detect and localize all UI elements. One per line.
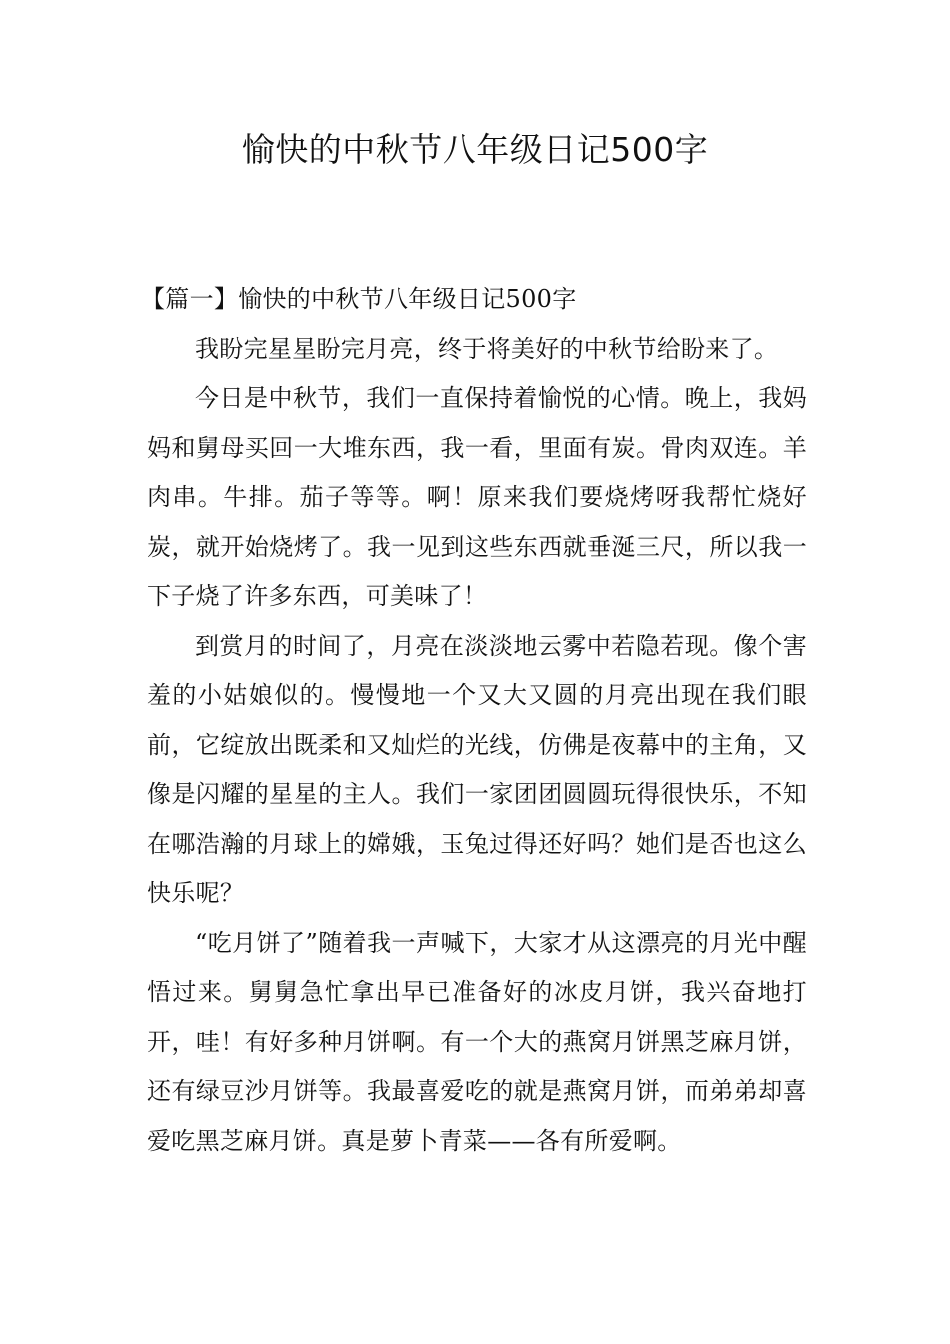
document-body: [141, 275, 807, 1166]
paragraph-1: 我盼完星星盼完月亮，终于将美好的中秋节给盼来了。: [195, 334, 779, 363]
paragraph-2: 今日是中秋节，我们一直保持着愉悦的心情。晚上，我妈妈和舅母买回一大堆东西，我一看，里面有炭。骨肉双连。羊肉串。牛排。茄子等等。啊！原来我们要烧烤呀我帮忙烧好炭，就开始烧烤了。我一见到这些东西就垂涎三尺，所以我一下子烧了许多东西，可美味了！: [147, 384, 807, 610]
section-heading: 【篇一】愉快的中秋节八年级日记500字: [141, 285, 577, 313]
paragraph-3: 到赏月的时间了，月亮在淡淡地云雾中若隐若现。像个害羞的小姑娘似的。慢慢地一个又大又圆的月亮出现在我们眼前，它绽放出既柔和又灿烂的光线，仿佛是夜幕中的主角，又像是闪耀的星星的主人。我们一家团团圆圆玩得很快乐，不知在哪浩瀚的月球上的嫦娥，玉兔过得还好吗？她们是否也这么快乐呢？: [147, 631, 807, 907]
paragraph-4: “吃月饼了”随着我一声喊下，大家才从这漂亮的月光中醒悟过来。舅舅急忙拿出早已准备好的冰皮月饼，我兴奋地打开，哇！有好多种月饼啊。有一个大的燕窝月饼黑芝麻月饼，还有绿豆沙月饼等。我最喜爱吃的就是燕窝月饼，而弟弟却喜爱吃黑芝麻月饼。真是萝卜青菜——各有所爱啊。: [147, 928, 807, 1155]
document-title: 愉快的中秋节八年级日记500字: [241, 130, 709, 169]
